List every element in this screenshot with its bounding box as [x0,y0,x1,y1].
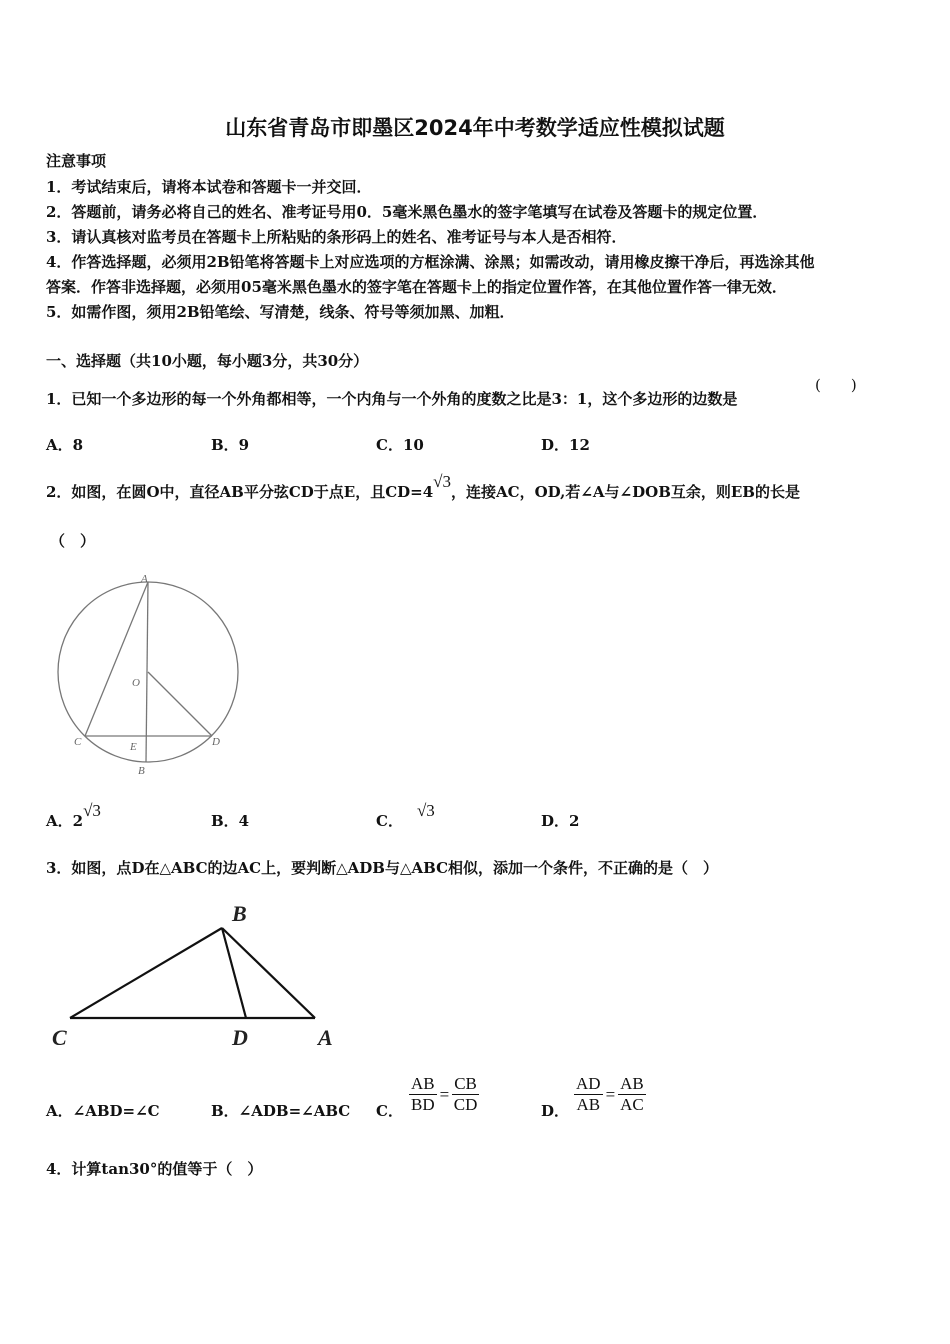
label-a: A [318,1025,333,1050]
circle-figure [58,582,238,762]
note-item: 答案．作答非选择题，必须用05毫米黑色墨水的签字笔在答题卡上的指定位置作答，在其他位置作答一律无效． [46,278,787,296]
q1-text: 1．已知一个多边形的每一个外角都相等，一个内角与一个外角的度数之比是3：1，这个多边形的边数是 [46,390,738,408]
note-item: 5．如需作图，须用2B铅笔绘、写清楚，线条、符号等须加黑、加粗． [46,303,515,321]
q3-option-a[interactable]: A．∠ABD=∠C [46,1102,160,1120]
q2-text-a: 2．如图，在圆O中，直径AB平分弦CD于点E，且CD=4 [46,483,434,501]
side-cb [70,928,222,1018]
sqrt3: √3 [83,801,101,820]
q3-option-c-label[interactable]: C． [376,1102,403,1120]
q1-option-c[interactable]: C．10 [376,436,424,454]
label-b: B [138,765,145,777]
triangle-figure [70,928,315,1018]
q3-option-b[interactable]: B．∠ADB=∠ABC [211,1102,351,1120]
q2-option-d[interactable]: D．2 [541,812,580,830]
sqrt3: √3 [433,472,451,491]
side-ba [222,928,315,1018]
q2-paren: （ ） [50,532,96,550]
segment-od [148,672,212,736]
notes-heading: 注意事项 [46,152,107,170]
q1-paren: ( ) [815,376,857,394]
diameter-ab [146,582,148,762]
page-title: 山东省青岛市即墨区2024年中考数学适应性模拟试题 [225,116,725,140]
q3-text: 3．如图，点D在△ABC的边AC上，要判断△ADB与△ABC相似，添加一个条件，不正确的是（ ） [46,859,719,877]
label-b: B [232,901,247,926]
label-a: A [141,573,148,585]
label-o: O [132,677,140,689]
note-item: 4．作答选择题，必须用2B铅笔将答题卡上对应选项的方框涂满、涂黑；如需改动，请用橡皮擦干净后，再选涂其他 [46,253,815,271]
segment-bd [222,928,246,1018]
note-item: 3．请认真核对监考员在答题卡上所粘贴的条形码上的姓名、准考证号与本人是否相符． [46,228,627,246]
q1-option-a[interactable]: A．8 [46,436,84,454]
q3-option-d-fraction[interactable]: $\frac{AD}{AB}$ = $\frac{AB}{AC}$ [576,1074,644,1114]
note-item: 2．答题前，请务必将自己的姓名、准考证号用0．5毫米黑色墨水的签字笔填写在试卷及答题卡的规定位置． [46,203,768,221]
label-c: C [74,736,82,748]
note-item: 1．考试结束后，请将本试卷和答题卡一并交回． [46,178,372,196]
label-e: E [130,741,137,753]
q1-option-d[interactable]: D．12 [541,436,590,454]
segment-ac [85,582,148,736]
sqrt3: √3 [416,801,435,820]
q1-option-b[interactable]: B．9 [211,436,250,454]
q2-text-b: ，连接AC，OD,若∠A与∠DOB互余，则EB的长是 [451,483,800,501]
label-c: C [52,1025,67,1050]
q2-option-c[interactable]: C．√3 [376,801,435,830]
label-d: D [212,736,220,748]
q2-option-b[interactable]: B．4 [211,812,250,830]
q3-option-c-fraction[interactable]: $\frac{AB}{BD}$ = $\frac{CB}{CD}$ [411,1074,478,1114]
q2-option-a[interactable]: A．2√3 [46,801,101,830]
label-d: D [232,1025,248,1050]
q4-text: 4．计算tan30°的值等于（ ） [46,1160,263,1178]
q3-option-d-label[interactable]: D． [541,1102,570,1120]
section-heading: 一、选择题（共10小题，每小题3分，共30分） [46,352,369,370]
